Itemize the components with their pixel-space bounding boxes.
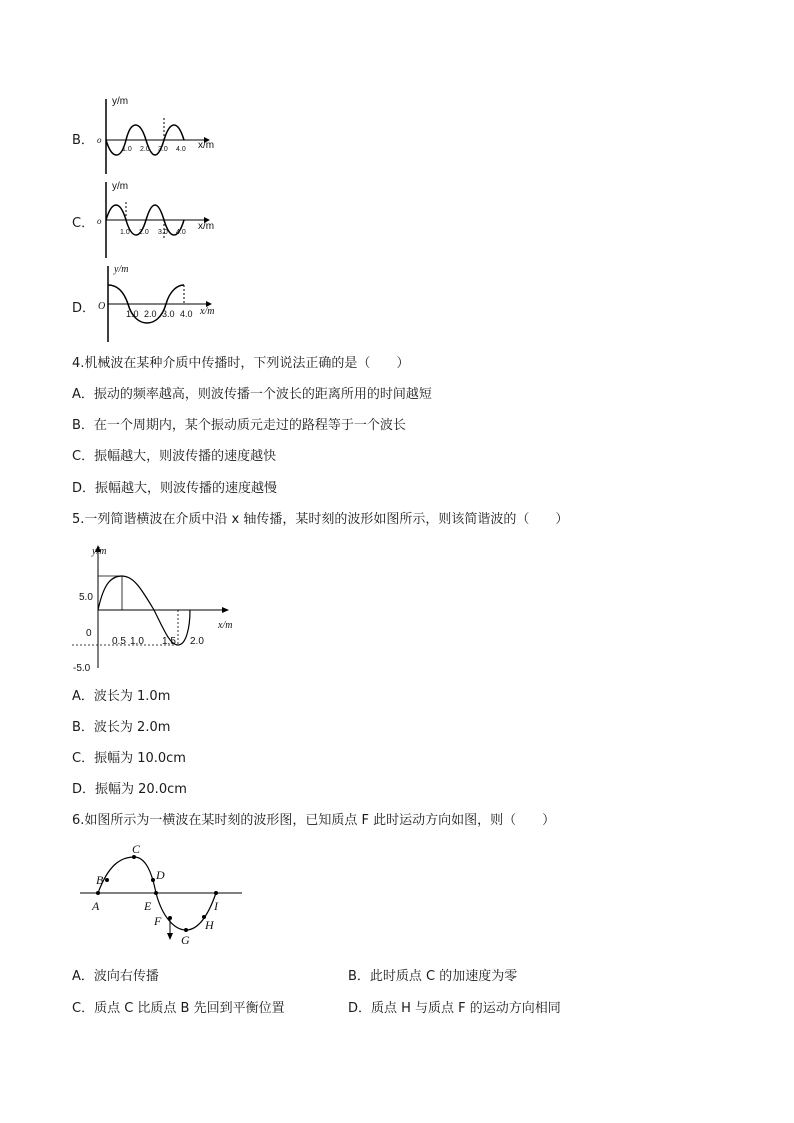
fig-c-ylabel: y/m <box>112 181 129 192</box>
fig-c-graph <box>92 178 232 260</box>
q6-figure <box>78 840 254 948</box>
q6-stem: 6.如图所示为一横波在某时刻的波形图，已知质点 F 此时运动方向如图，则（ ） <box>72 813 556 828</box>
fig-c-xlabel: x/m <box>198 221 215 232</box>
fig-d-tick-2: 2.0 <box>144 309 157 319</box>
q6-point-e: E <box>144 899 152 913</box>
q6-option-c: C．质点 C 比质点 B 先回到平衡位置 <box>72 1001 285 1016</box>
q6-point-a: A <box>92 899 100 913</box>
fig-d-xlabel: x/m <box>200 306 215 317</box>
fig-d-graph <box>92 262 232 344</box>
q6-point-h: H <box>205 918 214 932</box>
fig-c-tick-3: 3.0 <box>158 229 168 236</box>
fig-b-xlabel: x/m <box>198 140 215 151</box>
q4-option-d: D．振幅越大，则波传播的速度越慢 <box>72 481 278 496</box>
fig-b-tick-2: 2.0 <box>140 146 150 153</box>
fig-b-tick-3: 3.0 <box>158 146 168 153</box>
fig-d-origin: O <box>98 301 106 312</box>
q6-option-b: B．此时质点 C 的加速度为零 <box>348 969 518 984</box>
q6-point-f: F <box>154 914 162 928</box>
fig-c-tick-4: 4.0 <box>176 229 186 236</box>
q5-ytick-0: 0 <box>86 628 92 639</box>
q5-option-d: D．振幅为 20.0cm <box>72 782 187 797</box>
fig-d-ylabel: y/m <box>114 264 129 275</box>
fig-c-letter: C． <box>72 216 95 231</box>
fig-d-tick-3: 3.0 <box>162 309 175 319</box>
fig-d-letter: D． <box>72 301 96 316</box>
q5-ytick-neg5: -5.0 <box>73 663 91 674</box>
fig-c-tick-1: 1.0 <box>120 229 130 236</box>
fig-b-ylabel: y/m <box>112 96 129 107</box>
q6-option-a: A．波向右传播 <box>72 969 159 984</box>
q5-ytick-5: 5.0 <box>79 592 93 603</box>
q5-xtick-05: 0.5 <box>112 636 126 647</box>
fig-b-letter: B． <box>72 133 94 148</box>
q4-option-c: C．振幅越大，则波传播的速度越快 <box>72 449 277 464</box>
q6-point-d: D <box>156 868 165 882</box>
fig-c-origin: o <box>97 216 102 226</box>
fig-b-origin: o <box>97 135 102 145</box>
q5-xtick-20: 2.0 <box>190 636 204 647</box>
fig-d-tick-1: 1.0 <box>126 309 139 319</box>
q5-option-b: B．波长为 2.0m <box>72 720 171 735</box>
q5-ylabel: y/m <box>92 546 107 557</box>
q5-stem: 5.一列简谐横波在介质中沿 x 轴传播，某时刻的波形如图所示，则该简谐波的（ ） <box>72 512 569 527</box>
q4-stem: 4.机械波在某种介质中传播时，下列说法正确的是（ ） <box>72 356 410 371</box>
q6-point-g: G <box>181 933 190 947</box>
q5-figure <box>72 538 252 674</box>
q4-option-b: B．在一个周期内，某个振动质元走过的路程等于一个波长 <box>72 418 406 433</box>
q6-point-i: I <box>214 899 218 913</box>
q4-option-a: A．振动的频率越高，则波传播一个波长的距离所用的时间越短 <box>72 387 432 402</box>
q5-xtick-15: 1.5 <box>162 636 176 647</box>
q6-point-c: C <box>132 842 141 856</box>
fig-b-tick-4: 4.0 <box>176 146 186 153</box>
q5-option-c: C．振幅为 10.0cm <box>72 751 186 766</box>
q5-xlabel: x/m <box>218 620 233 631</box>
q5-xtick-10: 1.0 <box>130 636 144 647</box>
q6-point-b: B <box>96 873 104 887</box>
q5-option-a: A．波长为 1.0m <box>72 689 171 704</box>
fig-c-tick-2: 2.0 <box>139 229 149 236</box>
fig-d-tick-4: 4.0 <box>180 309 193 319</box>
fig-b-graph <box>92 94 232 176</box>
q6-option-d: D．质点 H 与质点 F 的运动方向相同 <box>348 1001 561 1016</box>
fig-b-tick-1: 1.0 <box>122 146 132 153</box>
